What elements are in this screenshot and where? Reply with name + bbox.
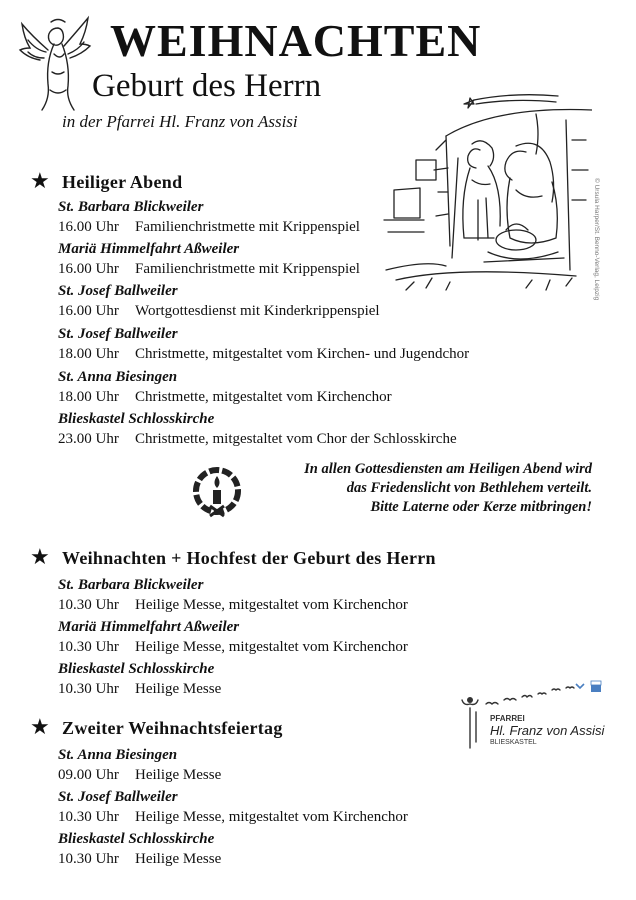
service-entry — [58, 368, 392, 407]
service-description: Heilige Messe, mitgestaltet vom Kirchenchor — [135, 639, 408, 655]
section-heading-heiliger-abend: ★ Heiliger Abend — [30, 168, 183, 193]
service-time: 10.30 Uhr — [58, 809, 119, 825]
service-entry — [58, 282, 380, 321]
service-description: Wortgottesdienst mit Kinderkrippenspiel — [135, 303, 380, 319]
service-entry — [58, 240, 360, 279]
section-heading-weihnachten: ★ Weihnachten + Hochfest der Geburt des Herrn — [30, 544, 436, 569]
service-description: Heilige Messe — [135, 851, 222, 867]
page-subtitle: Geburt des Herrn — [92, 68, 322, 104]
parish-line: in der Pfarrei Hl. Franz von Assisi — [62, 112, 298, 131]
service-time: 10.30 Uhr — [58, 851, 119, 867]
logo-parish-name: Hl. Franz von Assisi — [490, 723, 605, 738]
service-time: 23.00 Uhr — [58, 431, 119, 447]
service-time: 09.00 Uhr — [58, 767, 119, 783]
angel-illustration — [18, 14, 98, 114]
peace-light-note: In allen Gottesdiensten am Heiligen Abend wird das Friedenslicht von Bethlehem verteilt. Bitte Laterne oder Kerze mitbringen! — [304, 461, 592, 515]
church-name: Blieskastel Schlosskirche — [58, 661, 215, 677]
service-entry — [58, 410, 457, 449]
service-entry — [58, 198, 360, 237]
service-time: 18.00 Uhr — [58, 389, 119, 405]
nativity-illustration — [376, 80, 592, 302]
service-description: Familienchristmette mit Krippenspiel — [135, 219, 360, 235]
service-time: 16.00 Uhr — [58, 261, 119, 277]
logo-pfarrei-label: PFARREI — [490, 714, 525, 723]
service-description: Christmette, mitgestaltet vom Kirchen- und Jugendchor — [135, 346, 470, 362]
service-time: 10.30 Uhr — [58, 597, 119, 613]
church-name: St. Josef Ballweiler — [58, 283, 178, 299]
service-entry — [58, 618, 408, 657]
church-name: St. Anna Biesingen — [58, 747, 178, 763]
church-name: St. Josef Ballweiler — [58, 326, 178, 342]
page-title: WEIHNACHTEN — [110, 15, 482, 66]
star-icon: ★ — [30, 544, 51, 569]
star-icon: ★ — [30, 168, 51, 193]
church-name: St. Barbara Blickweiler — [58, 199, 204, 215]
logo-city-label: BLIESKASTEL — [490, 739, 537, 746]
star-icon: ★ — [30, 714, 51, 739]
peace-light-candle-icon — [192, 466, 242, 518]
copyright-note: © Ursula Harper/St. Benno-Verlag, Leipzig — [593, 178, 600, 301]
service-description: Heilige Messe, mitgestaltet vom Kirchenchor — [135, 597, 408, 613]
service-time: 16.00 Uhr — [58, 219, 119, 235]
service-time: 18.00 Uhr — [58, 346, 119, 362]
service-entry — [58, 325, 469, 364]
service-description: Heilige Messe — [135, 767, 222, 783]
church-name: Blieskastel Schlosskirche — [58, 831, 215, 847]
service-description: Heilige Messe, mitgestaltet vom Kirchenchor — [135, 809, 408, 825]
church-name: St. Barbara Blickweiler — [58, 577, 204, 593]
service-description: Christmette, mitgestaltet vom Chor der Schlosskirche — [135, 431, 457, 447]
church-name: St. Anna Biesingen — [58, 369, 178, 385]
church-name: Mariä Himmelfahrt Aßweiler — [58, 241, 240, 257]
service-description: Heilige Messe — [135, 681, 222, 697]
service-entry — [58, 746, 221, 785]
service-time: 16.00 Uhr — [58, 303, 119, 319]
service-entry — [58, 660, 221, 699]
service-time: 10.30 Uhr — [58, 681, 119, 697]
service-time: 10.30 Uhr — [58, 639, 119, 655]
service-description: Christmette, mitgestaltet vom Kirchenchor — [135, 389, 392, 405]
service-entry — [58, 576, 408, 615]
service-description: Familienchristmette mit Krippenspiel — [135, 261, 360, 277]
service-entry — [58, 830, 221, 869]
church-name: St. Josef Ballweiler — [58, 789, 178, 805]
service-entry — [58, 788, 408, 827]
church-name: Mariä Himmelfahrt Aßweiler — [58, 619, 240, 635]
church-name: Blieskastel Schlosskirche — [58, 411, 215, 427]
section-heading-zweiter-weihnachtsfeiertag: ★ Zweiter Weihnachtsfeiertag — [30, 714, 283, 739]
